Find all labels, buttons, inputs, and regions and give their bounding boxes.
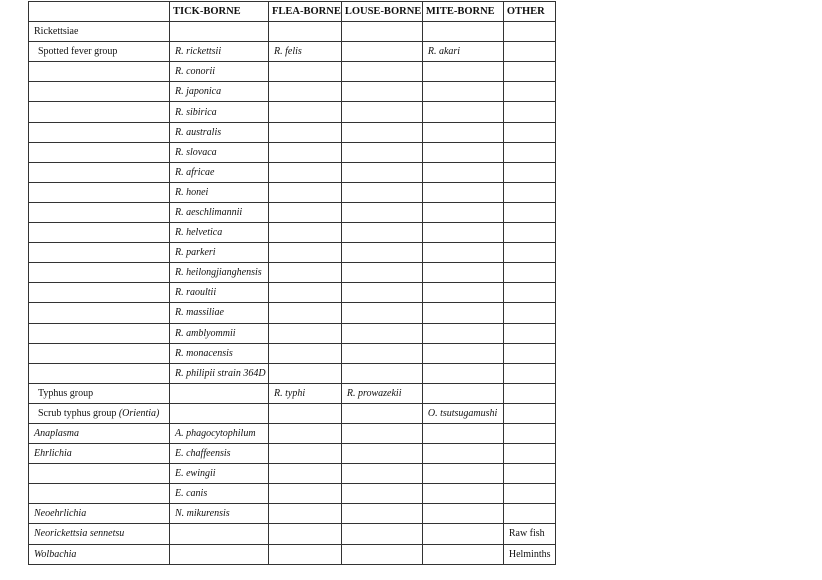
table-row [29,303,556,323]
louse-cell [341,82,422,102]
header-cell-label [29,2,170,22]
row-label: Neorickettsia sennetsu [34,528,125,540]
vector-table [28,1,556,565]
mite-cell [422,182,503,202]
tick-cell: R. raoultii [170,283,269,303]
row-label-cell [29,464,170,484]
flea-cell [269,22,342,42]
other-cell [503,343,555,363]
flea-cell [269,202,342,222]
mite-cell: O. tsutsugamushi [422,403,503,423]
header-cell-mite: MITE-BORNE [422,2,503,22]
louse-cell [341,544,422,564]
louse-cell [341,323,422,343]
table-row [29,323,556,343]
other-cell [503,484,555,504]
other-cell [503,464,555,484]
mite-cell [422,202,503,222]
row-label-cell [29,303,170,323]
tick-cell: R. sibirica [170,102,269,122]
row-label: Spotted fever group [38,46,118,58]
row-label: Anaplasma [34,428,79,440]
mite-cell [422,82,503,102]
row-label-cell [29,444,170,464]
tick-cell: R. monacensis [170,343,269,363]
other-cell [503,363,555,383]
flea-cell [269,484,342,504]
other-cell [503,102,555,122]
mite-cell [422,62,503,82]
other-cell [503,243,555,263]
row-label-cell [29,62,170,82]
louse-cell [341,42,422,62]
mite-cell: R. akari [422,42,503,62]
tick-cell: R. amblyommii [170,323,269,343]
table-row [29,162,556,182]
louse-cell [341,484,422,504]
table-row [29,283,556,303]
flea-cell [269,182,342,202]
mite-cell [422,383,503,403]
tick-cell [170,524,269,544]
row-label-cell [29,504,170,524]
other-cell [503,42,555,62]
flea-cell [269,464,342,484]
louse-cell [341,263,422,283]
louse-cell [341,223,422,243]
header-cell-other: OTHER [503,2,555,22]
row-label-cell [29,383,170,403]
louse-cell [341,122,422,142]
flea-cell [269,223,342,243]
tick-cell: E. canis [170,484,269,504]
tick-cell: R. helvetica [170,223,269,243]
other-cell: Raw fish [503,524,555,544]
table-row [29,263,556,283]
mite-cell [422,343,503,363]
flea-cell [269,142,342,162]
louse-cell [341,102,422,122]
other-cell [503,202,555,222]
tick-cell: A. phagocytophilum [170,423,269,443]
table-row [29,383,556,403]
row-label-cell [29,162,170,182]
mite-cell [422,484,503,504]
flea-cell [269,303,342,323]
tick-cell: R. honei [170,182,269,202]
row-label-cell [29,263,170,283]
tick-cell [170,403,269,423]
row-label-cell [29,182,170,202]
tick-cell [170,544,269,564]
table-row [29,524,556,544]
louse-cell [341,182,422,202]
other-cell [503,423,555,443]
other-cell [503,62,555,82]
flea-cell [269,363,342,383]
tick-cell: N. mikurensis [170,504,269,524]
mite-cell [422,122,503,142]
row-label-cell [29,22,170,42]
mite-cell [422,22,503,42]
mite-cell [422,243,503,263]
table-row [29,122,556,142]
tick-cell: R. aeschlimannii [170,202,269,222]
row-label-cell [29,142,170,162]
tick-cell [170,383,269,403]
louse-cell [341,62,422,82]
louse-cell [341,363,422,383]
table-row [29,22,556,42]
mite-cell [422,363,503,383]
other-cell [503,122,555,142]
row-label: Neoehrlichia [34,508,87,520]
tick-cell: E. ewingii [170,464,269,484]
mite-cell [422,464,503,484]
flea-cell: R. typhi [269,383,342,403]
table-body [29,22,556,565]
louse-cell [341,444,422,464]
other-cell [503,223,555,243]
louse-cell: R. prowazekii [341,383,422,403]
louse-cell [341,162,422,182]
mite-cell [422,263,503,283]
tick-cell: R. australis [170,122,269,142]
louse-cell [341,423,422,443]
table-row [29,223,556,243]
tick-cell: R. heilongjianghensis [170,263,269,283]
mite-cell [422,223,503,243]
other-cell [503,444,555,464]
flea-cell [269,403,342,423]
other-cell [503,182,555,202]
tick-cell: R. conorii [170,62,269,82]
louse-cell [341,283,422,303]
flea-cell [269,122,342,142]
tick-cell: R. slovaca [170,142,269,162]
row-label-cell [29,42,170,62]
table-row [29,42,556,62]
louse-cell [341,343,422,363]
mite-cell [422,283,503,303]
tick-cell: R. parkeri [170,243,269,263]
flea-cell [269,504,342,524]
other-cell: Helminths [503,544,555,564]
mite-cell [422,524,503,544]
row-label-cell [29,363,170,383]
row-label: Ehrlichia [34,448,72,460]
table-row [29,403,556,423]
louse-cell [341,303,422,323]
louse-cell [341,243,422,263]
other-cell [503,283,555,303]
louse-cell [341,22,422,42]
flea-cell [269,283,342,303]
row-label-cell [29,202,170,222]
table-row [29,343,556,363]
row-label-cell [29,423,170,443]
table-row [29,243,556,263]
table-row [29,142,556,162]
mite-cell [422,544,503,564]
flea-cell [269,423,342,443]
mite-cell [422,162,503,182]
mite-cell [422,444,503,464]
row-label-cell [29,223,170,243]
header-cell-tick: TICK-BORNE [170,2,269,22]
flea-cell [269,444,342,464]
louse-cell [341,524,422,544]
louse-cell [341,202,422,222]
row-label-cell [29,102,170,122]
row-label-cell [29,82,170,102]
row-label-cell [29,343,170,363]
mite-cell [422,102,503,122]
table-row [29,182,556,202]
mite-cell [422,303,503,323]
other-cell [503,22,555,42]
flea-cell [269,544,342,564]
tick-cell: R. africae [170,162,269,182]
header-row [29,2,556,22]
flea-cell [269,323,342,343]
row-label: Wolbachia [34,548,77,560]
row-label-cell [29,524,170,544]
header-cell-flea: FLEA-BORNE [269,2,342,22]
row-label-cell [29,323,170,343]
row-label-cell [29,243,170,263]
other-cell [503,142,555,162]
mite-cell [422,323,503,343]
row-label-cell [29,544,170,564]
louse-cell [341,142,422,162]
table-row [29,444,556,464]
flea-cell [269,524,342,544]
tick-cell: R. japonica [170,82,269,102]
table-row [29,202,556,222]
tick-cell: R. rickettsii [170,42,269,62]
row-label-cell [29,484,170,504]
flea-cell [269,243,342,263]
tick-cell: E. chaffeensis [170,444,269,464]
louse-cell [341,504,422,524]
mite-cell [422,142,503,162]
louse-cell [341,403,422,423]
row-label-suffix: (Orientia) [118,407,160,419]
table-row [29,504,556,524]
flea-cell [269,102,342,122]
flea-cell [269,82,342,102]
table-row [29,82,556,102]
mite-cell [422,504,503,524]
table-row [29,484,556,504]
row-label-cell [29,122,170,142]
table-row [29,464,556,484]
flea-cell [269,263,342,283]
tick-cell: R. massiliae [170,303,269,323]
other-cell [503,504,555,524]
flea-cell [269,343,342,363]
header-cell-louse: LOUSE-BORNE [341,2,422,22]
row-label: Scrub typhus group [38,407,117,419]
other-cell [503,263,555,283]
mite-cell [422,423,503,443]
flea-cell [269,62,342,82]
other-cell [503,82,555,102]
table-row [29,62,556,82]
louse-cell [341,464,422,484]
other-cell [503,323,555,343]
other-cell [503,403,555,423]
tick-cell: R. philipii strain 364D [170,363,269,383]
table-row [29,102,556,122]
table-row [29,544,556,564]
row-label: Typhus group [38,387,94,399]
table-row [29,423,556,443]
tick-cell [170,22,269,42]
flea-cell: R. felis [269,42,342,62]
flea-cell [269,162,342,182]
other-cell [503,383,555,403]
other-cell [503,303,555,323]
row-label: Rickettsiae [34,26,79,38]
table-row [29,363,556,383]
row-label-cell [29,283,170,303]
other-cell [503,162,555,182]
row-label-cell [29,403,170,423]
